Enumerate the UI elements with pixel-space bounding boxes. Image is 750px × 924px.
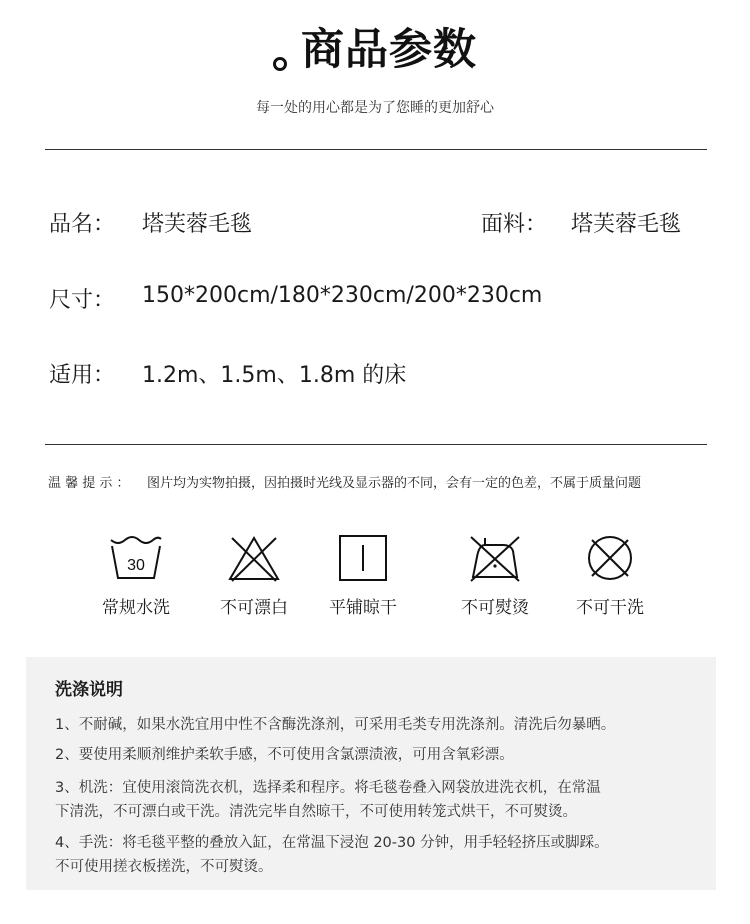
- dry-flat-icon: [335, 533, 391, 583]
- care-label-dry: 平铺晾干: [329, 598, 397, 618]
- care-wash: [81, 533, 191, 618]
- page-header: [0, 20, 750, 76]
- size-label: 尺寸：: [49, 288, 116, 313]
- top-divider: [45, 149, 707, 150]
- note-item-3: 3、机洗：宜使用滚筒洗衣机，选择柔和程序。将毛毯卷叠入网袋放进洗衣机，在常温 下清洗，不可漂白或干洗。清洗完毕自然晾干，不可使用转笼式烘干，不可熨烫。: [55, 780, 601, 820]
- note-item-1: 1、不耐碱，如果水洗宜用中性不含酶洗涤剂，可采用毛类专用洗涤剂。清洗后勿暴晒。: [55, 717, 616, 733]
- care-bleach: [199, 533, 309, 618]
- care-dryclean: [555, 533, 665, 618]
- no-dry-clean-icon: [582, 533, 638, 583]
- care-label-dryclean: 不可干洗: [576, 598, 644, 618]
- title-circle-mark: [273, 57, 287, 71]
- fit-value: 1.2m、1.5m、1.8m 的床: [142, 363, 407, 388]
- bottom-divider: [45, 444, 707, 445]
- no-iron-icon: [467, 533, 523, 583]
- tip-label: 温 馨 提 示 ：: [48, 476, 130, 491]
- wash-30-icon: [108, 533, 164, 583]
- notes-title: 洗涤说明: [55, 680, 123, 700]
- note-item-4: 4、手洗：将毛毯平整的叠放入缸，在常温下浸泡 20-30 分钟，用手轻轻挤压或脚踩。 不可使用搓衣板搓洗，不可熨烫。: [55, 835, 609, 875]
- title-text: 商品参数: [301, 25, 477, 75]
- page-subtitle: 每一处的用心都是为了您睡的更加舒心: [256, 100, 494, 116]
- care-iron: [440, 533, 550, 618]
- care-label-bleach: 不可漂白: [220, 598, 288, 618]
- washing-notes-panel: [26, 657, 716, 890]
- fabric-value: 塔芙蓉毛毯: [571, 212, 682, 237]
- care-label-iron: 不可熨烫: [461, 598, 529, 618]
- no-bleach-icon: [226, 533, 282, 583]
- size-value: 150*200cm/180*230cm/200*230cm: [142, 283, 543, 308]
- care-label-wash: 常规水洗: [102, 598, 170, 618]
- note-item-2: 2、要使用柔顺剂维护柔软手感，不可使用含氯漂渍液，可用含氧彩漂。: [55, 747, 514, 763]
- svg-text:30: 30: [127, 557, 145, 574]
- tip-text: 图片均为实物拍摄，因拍摄时光线及显示器的不同，会有一定的色差，不属于质量问题: [147, 476, 642, 491]
- name-label: 品名：: [49, 212, 116, 237]
- fabric-label: 面料：: [481, 212, 548, 237]
- care-dry: [308, 533, 418, 618]
- name-value: 塔芙蓉毛毯: [142, 212, 253, 237]
- page-title: [273, 20, 477, 76]
- title-highlight: 参数: [389, 25, 477, 75]
- fit-label: 适用：: [49, 363, 116, 388]
